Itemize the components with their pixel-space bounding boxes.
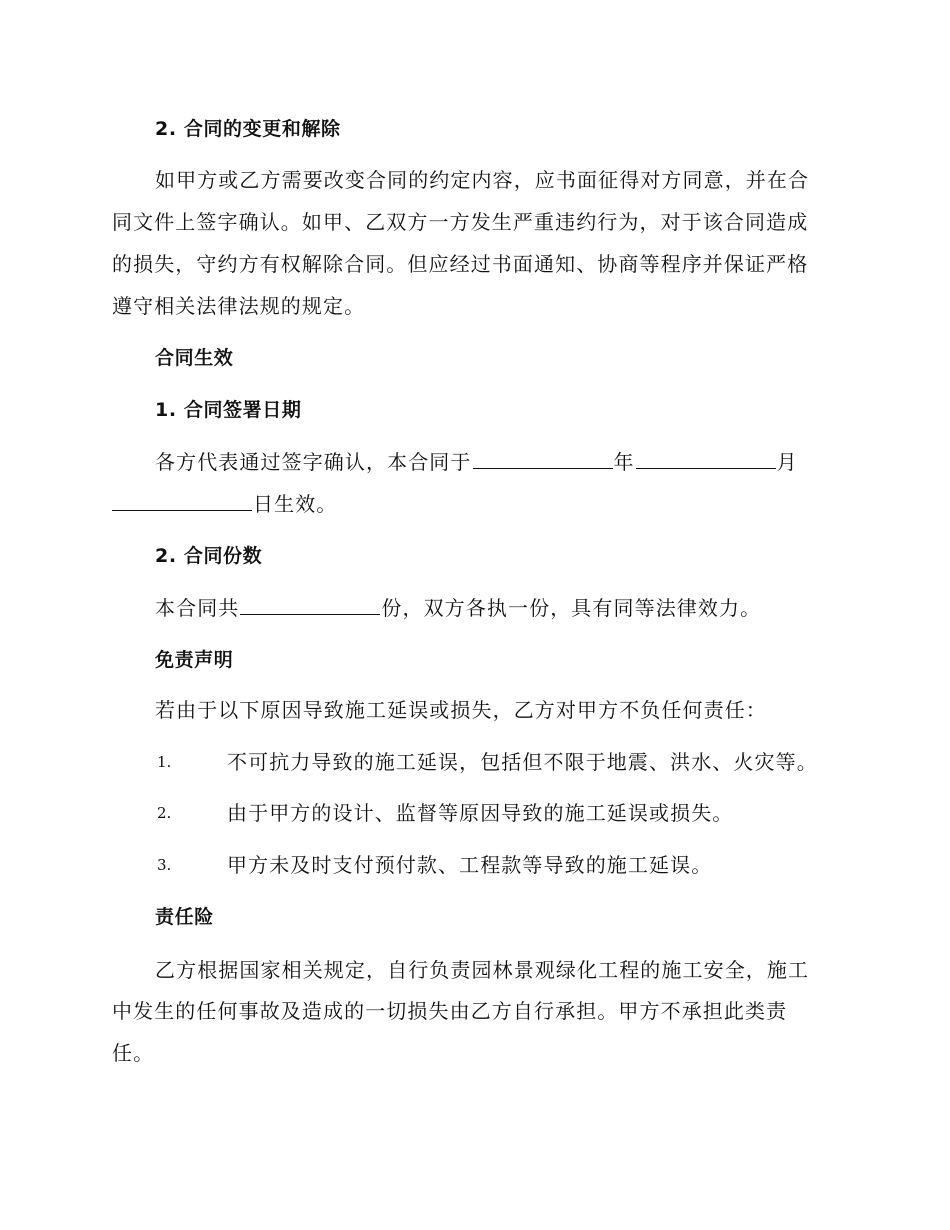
paragraph-line: 如甲方或乙方需要改变合同的约定内容，应书面征得对方同意，并在合 [155, 168, 810, 192]
subsection-heading-copies: 2. 合同份数 [155, 545, 263, 567]
copies-blank-field[interactable] [240, 592, 380, 615]
sign-day-line [112, 488, 337, 520]
list-item-number: 3. [157, 856, 172, 874]
copies-text-rest: 份，双方各执一份，具有同等法律效力。 [381, 596, 762, 620]
copies-line [155, 592, 761, 624]
paragraph-line: 中发生的任何事故及造成的一切损失由乙方自行承担。甲方不承担此类责 [112, 999, 788, 1023]
list-item-number: 1. [157, 753, 172, 771]
day-blank-field[interactable] [112, 488, 252, 511]
section-heading-disclaimer: 免责声明 [155, 649, 234, 671]
sign-date-line [155, 446, 798, 478]
year-blank-field[interactable] [473, 446, 613, 469]
month-label: 月 [776, 450, 798, 474]
section-heading-contract-effect: 合同生效 [155, 347, 234, 369]
copies-text: 本合同共 [155, 596, 240, 620]
list-item-number: 2. [157, 804, 172, 822]
section-heading-liability: 责任险 [155, 906, 214, 928]
month-blank-field[interactable] [636, 446, 776, 469]
list-item: 不可抗力导致的施工延误，包括但不限于地震、洪水、火灾等。 [227, 750, 818, 774]
day-label: 日生效。 [253, 492, 338, 516]
year-label: 年 [613, 450, 635, 474]
disclaimer-intro: 若由于以下原因导致施工延误或损失，乙方对甲方不负任何责任： [155, 698, 767, 722]
subsection-heading-sign-date: 1. 合同签署日期 [155, 399, 302, 421]
paragraph-line: 同文件上签字确认。如甲、乙双方一方发生严重违约行为，对于该合同造成 [112, 210, 809, 234]
paragraph-line: 任。 [112, 1041, 155, 1065]
paragraph-line: 遵守相关法律法规的规定。 [112, 294, 366, 318]
list-item: 由于甲方的设计、监督等原因导致的施工延误或损失。 [227, 801, 734, 825]
list-item: 甲方未及时支付预付款、工程款等导致的施工延误。 [227, 853, 713, 877]
section-heading-contract-change: 2. 合同的变更和解除 [155, 118, 341, 140]
sign-date-text: 各方代表通过签字确认，本合同于 [155, 450, 472, 474]
paragraph-line: 乙方根据国家相关规定，自行负责园林景观绿化工程的施工安全，施工 [155, 958, 810, 982]
paragraph-line: 的损失，守约方有权解除合同。但应经过书面通知、协商等程序并保证严格 [112, 252, 809, 276]
